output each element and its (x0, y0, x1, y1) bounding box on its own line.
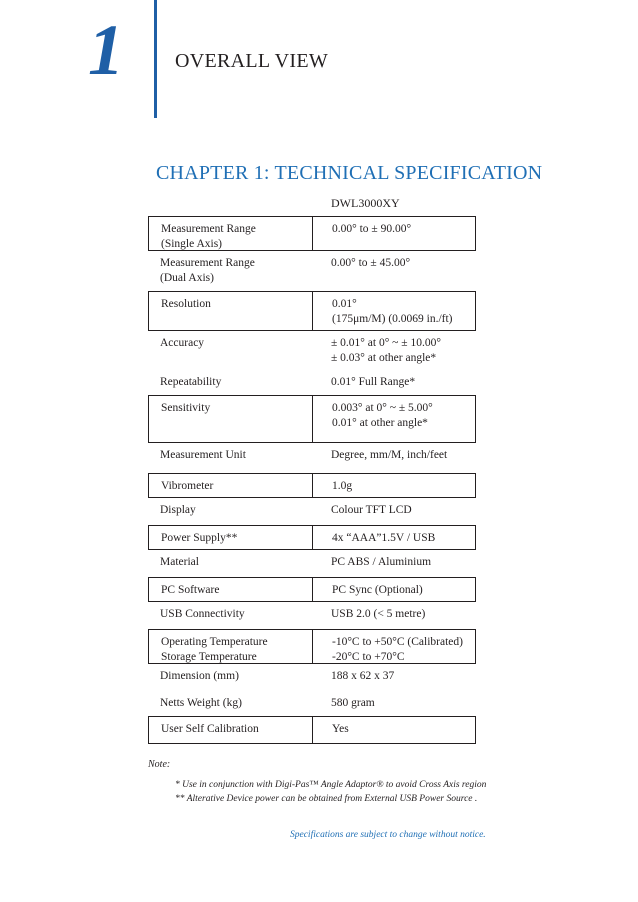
spec-row (148, 716, 476, 744)
spec-label: Material (160, 556, 199, 568)
column-divider (312, 474, 313, 497)
spec-label: Measurement Range (161, 223, 256, 235)
spec-value: -10°C to +50°C (Calibrated) (332, 636, 463, 648)
spec-row (148, 291, 476, 331)
spec-label: Accuracy (160, 337, 205, 349)
spec-row (148, 216, 476, 251)
note-title: Note: (148, 759, 171, 770)
spec-table (148, 216, 476, 744)
spec-value: ± 0.03° at other angle* (331, 352, 437, 364)
spec-value: USB 2.0 (< 5 metre) (331, 608, 426, 620)
spec-row (148, 473, 476, 498)
column-divider (312, 396, 313, 442)
spec-label: (Dual Axis) (160, 272, 214, 284)
spec-label: User Self Calibration (161, 723, 259, 735)
model-name: DWL3000XY (331, 196, 400, 210)
spec-row (148, 251, 476, 291)
column-divider (312, 630, 313, 663)
spec-row (148, 577, 476, 602)
spec-value: Colour TFT LCD (331, 504, 412, 516)
spec-value: 0.003° at 0° ~ ± 5.00° (332, 402, 433, 414)
spec-value: 0.01° at other angle* (332, 417, 428, 429)
spec-row (148, 443, 476, 473)
spec-label: Operating Temperature (161, 636, 268, 648)
spec-row (148, 525, 476, 550)
column-divider (312, 578, 313, 601)
spec-value: Yes (332, 723, 349, 735)
header-divider (154, 0, 157, 118)
spec-label: (Single Axis) (161, 238, 223, 250)
spec-label: Dimension (mm) (160, 670, 239, 682)
section-title: OVERALL VIEW (175, 50, 329, 72)
spec-value: 0.01° Full Range* (331, 376, 416, 388)
spec-value: 0.01° (332, 298, 357, 310)
footnote-1: * Use in conjunction with Digi-Pas™ Angle Adaptor® to avoid Cross Axis region (175, 780, 487, 790)
spec-label: Measurement Unit (160, 449, 246, 461)
spec-label: USB Connectivity (160, 608, 245, 620)
spec-row (148, 498, 476, 525)
spec-row (148, 602, 476, 629)
spec-label: Repeatability (160, 376, 222, 388)
spec-row (148, 395, 476, 443)
footer-disclaimer: Specifications are subject to change without notice. (290, 830, 486, 840)
spec-label: Storage Temperature (161, 651, 257, 663)
spec-value: 1.0g (332, 480, 353, 492)
spec-label: Sensitivity (161, 402, 211, 414)
column-divider (312, 217, 313, 250)
spec-value: 0.00° to ± 45.00° (331, 257, 411, 269)
column-divider (312, 526, 313, 549)
spec-label: Netts Weight (kg) (160, 697, 242, 709)
spec-value: 580 gram (331, 697, 375, 709)
spec-value: Degree, mm/M, inch/feet (331, 449, 448, 461)
spec-label: Measurement Range (160, 257, 255, 269)
spec-label: Resolution (161, 298, 211, 310)
spec-label: Power Supply** (161, 532, 238, 544)
spec-value: ± 0.01° at 0° ~ ± 10.00° (331, 337, 441, 349)
spec-value: 4x “AAA”1.5V / USB (332, 532, 436, 544)
spec-label: Display (160, 504, 196, 516)
spec-value: PC Sync (Optional) (332, 584, 423, 596)
column-divider (312, 717, 313, 743)
column-divider (312, 292, 313, 330)
chapter-title: CHAPTER 1: TECHNICAL SPECIFICATION (156, 162, 543, 184)
spec-row (148, 331, 476, 395)
spec-label: Vibrometer (161, 480, 214, 492)
spec-row (148, 629, 476, 664)
spec-row (148, 550, 476, 577)
chapter-number: 1 (88, 10, 124, 90)
spec-label: PC Software (161, 584, 220, 596)
spec-value: 0.00° to ± 90.00° (332, 223, 412, 235)
footnote-2: ** Alterative Device power can be obtained from External USB Power Source . (175, 794, 478, 804)
spec-value: (175μm/M) (0.0069 in./ft) (332, 313, 453, 325)
spec-value: -20°C to +70°C (332, 651, 405, 663)
spec-row (148, 664, 476, 716)
spec-value: PC ABS / Aluminium (331, 556, 432, 568)
spec-value: 188 x 62 x 37 (331, 670, 395, 682)
